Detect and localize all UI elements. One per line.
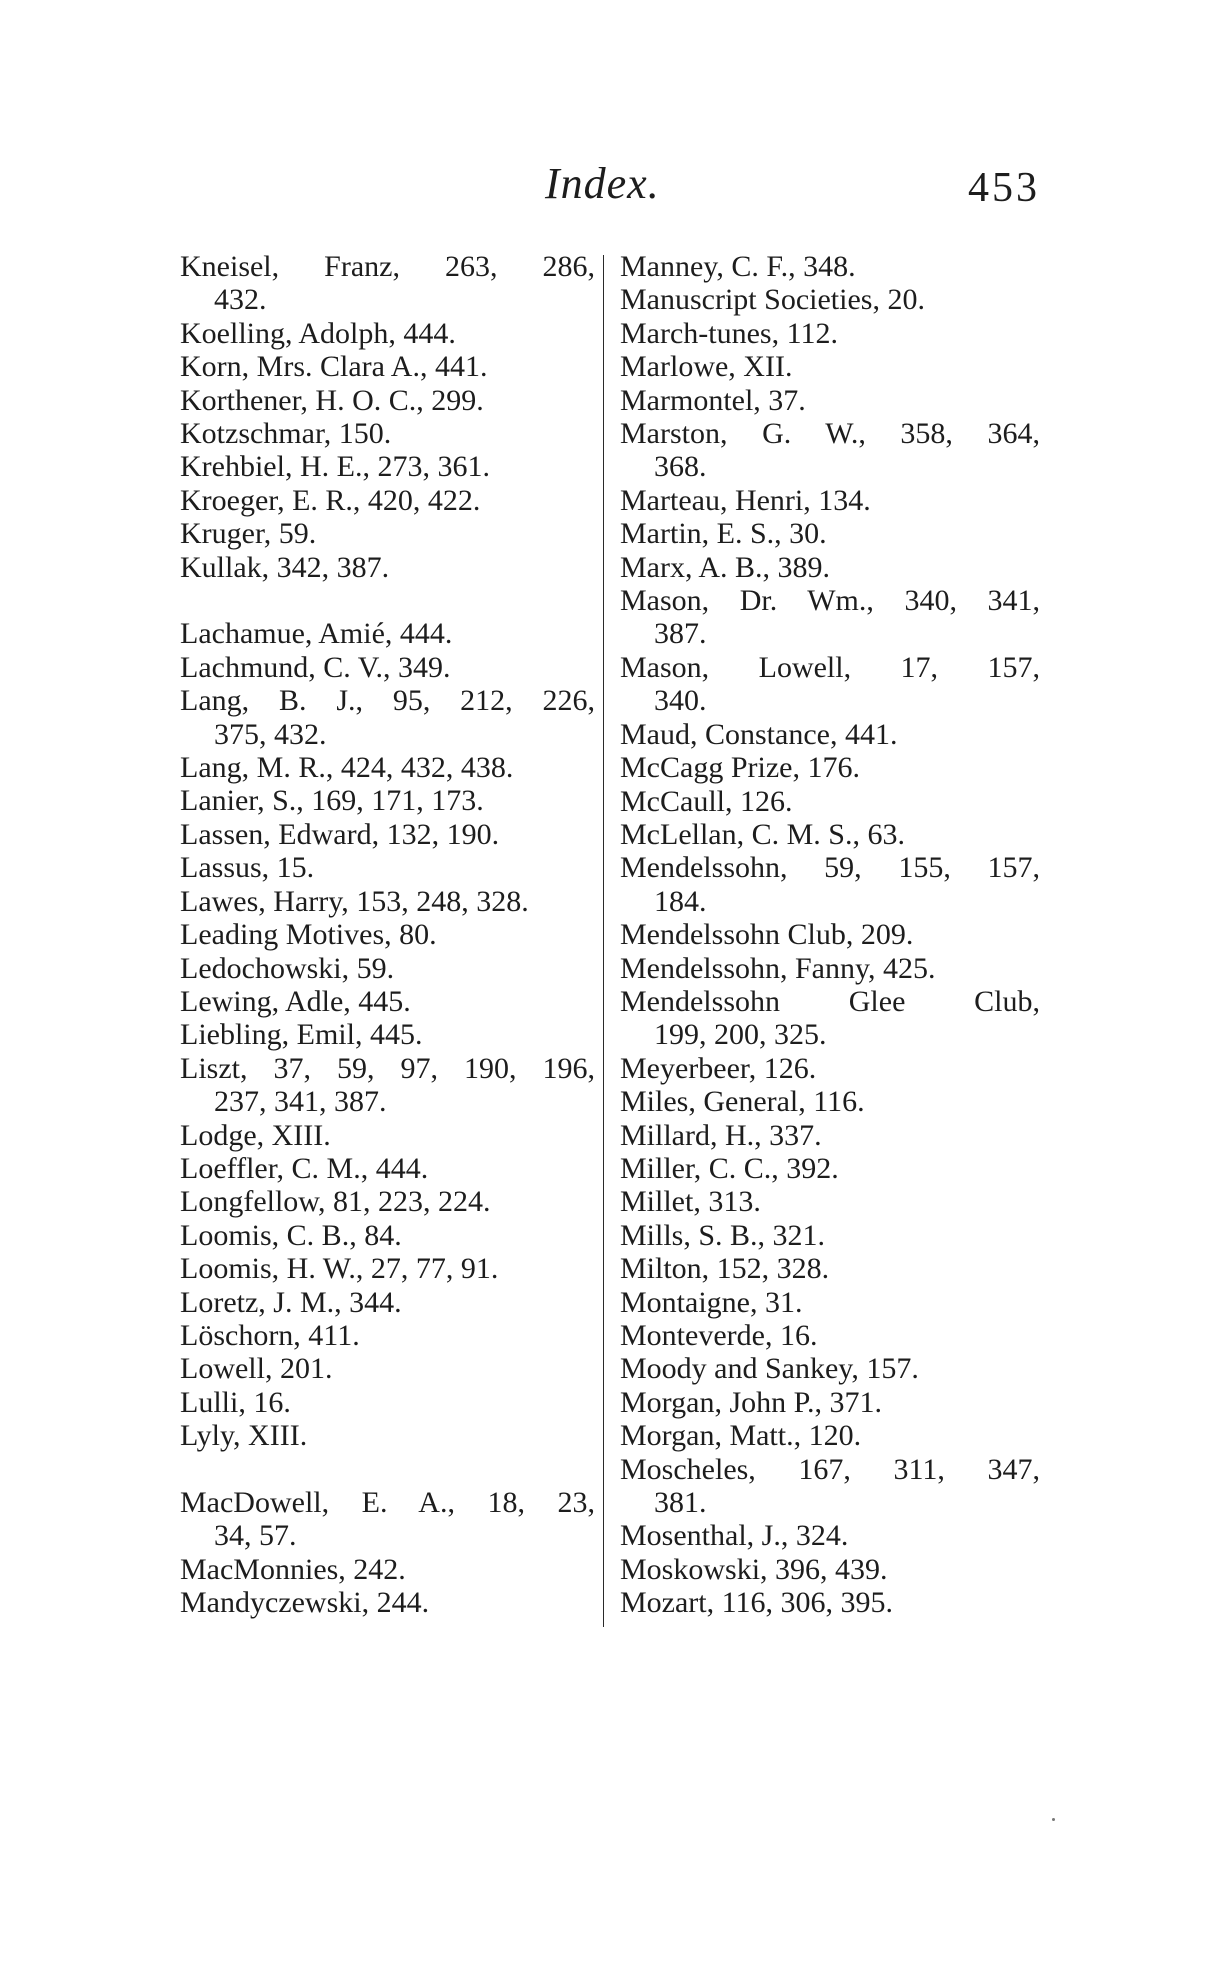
- index-entry: [180, 885, 595, 918]
- index-entry: [180, 317, 595, 350]
- index-entry-text: Millard, H., 337.: [620, 1118, 822, 1152]
- index-entry: [620, 952, 1040, 985]
- index-entry: [180, 1119, 595, 1152]
- index-entry-text: Moscheles, 167, 311, 347,: [620, 1452, 1040, 1486]
- index-entry-text: Lodge, XIII.: [180, 1118, 331, 1152]
- index-entry: [180, 985, 595, 1018]
- index-column-right: [620, 250, 1040, 1620]
- index-entry: [620, 1453, 1040, 1520]
- index-entry-text: Mason, Lowell, 17, 157,: [620, 650, 1040, 684]
- index-entry: [180, 1486, 595, 1553]
- index-entry-text: Korthener, H. O. C., 299.: [180, 383, 484, 417]
- index-entry: [620, 1219, 1040, 1252]
- index-entry-text: Monteverde, 16.: [620, 1319, 818, 1352]
- print-speck: [1052, 1818, 1055, 1821]
- index-entry-text: McCagg Prize, 176.: [620, 751, 860, 785]
- index-entry: [180, 1252, 595, 1285]
- index-entry: [620, 517, 1040, 550]
- index-entry: [620, 551, 1040, 584]
- index-entry: [180, 952, 595, 985]
- index-entry-continuation: 237, 341, 387.: [214, 1085, 387, 1119]
- index-entry-text: Miles, General, 116.: [620, 1085, 865, 1119]
- index-entry: [620, 785, 1040, 818]
- index-entry-text: Ledochowski, 59.: [180, 951, 395, 985]
- index-entry: [620, 1386, 1040, 1419]
- index-entry-text: Meyerbeer, 126.: [620, 1051, 817, 1085]
- index-entry-text: Lassus, 15.: [180, 851, 315, 885]
- index-entry-text: Krehbiel, H. E., 273, 361.: [180, 450, 490, 484]
- index-entry-continuation: 375, 432.: [214, 717, 327, 751]
- index-entry: [180, 1052, 595, 1119]
- index-entry-text: Mendelssohn Club, 209.: [620, 918, 914, 952]
- index-entry: [180, 751, 595, 784]
- index-entry-text: Mason, Dr. Wm., 340, 341,: [620, 584, 1040, 618]
- index-entry-text: Miller, C. C., 392.: [620, 1151, 839, 1185]
- index-entry-text: Lang, B. J., 95, 212, 226,: [180, 684, 595, 718]
- index-entry: [180, 818, 595, 851]
- page-number: 453: [968, 165, 1040, 211]
- index-entry: [620, 1085, 1040, 1118]
- index-entry-continuation: 432.: [214, 283, 267, 317]
- index-entry-text: MacDowell, E. A., 18, 23,: [180, 1486, 595, 1519]
- index-entry-text: Liebling, Emil, 445.: [180, 1018, 423, 1052]
- index-entry-text: Lyly, XIII.: [180, 1419, 308, 1453]
- index-entry-text: Marmontel, 37.: [620, 383, 806, 417]
- index-entry-text: Milton, 152, 328.: [620, 1252, 830, 1286]
- index-entry-text: Mendelssohn Glee Club,: [620, 984, 1040, 1018]
- index-entry: [180, 651, 595, 684]
- index-entry: [620, 1319, 1040, 1352]
- index-entry: [620, 751, 1040, 784]
- index-entry: [180, 1419, 595, 1452]
- index-entry: [620, 1286, 1040, 1319]
- index-entry: [180, 684, 595, 751]
- index-entry-text: Mandyczewski, 244.: [180, 1586, 430, 1620]
- index-entry: [180, 384, 595, 417]
- index-entry-text: Koelling, Adolph, 444.: [180, 316, 456, 350]
- index-entry: [620, 317, 1040, 350]
- index-entry-text: Lassen, Edward, 132, 190.: [180, 817, 500, 851]
- index-entry: [620, 718, 1040, 751]
- index-entry: [180, 784, 595, 817]
- index-entry-text: Lulli, 16.: [180, 1385, 291, 1419]
- index-entry: [180, 851, 595, 884]
- index-entry-text: Lanier, S., 169, 171, 173.: [180, 784, 484, 818]
- index-entry-continuation: 387.: [654, 617, 707, 651]
- index-entry: [620, 985, 1040, 1052]
- index-entry: [620, 1119, 1040, 1152]
- index-entry: [180, 1586, 595, 1619]
- index-entry: [180, 450, 595, 483]
- letter-group-gap: [180, 584, 595, 617]
- index-entry: [620, 350, 1040, 383]
- letter-group-gap: [180, 1453, 595, 1486]
- index-entry: [180, 551, 595, 584]
- index-entry-text: Manuscript Societies, 20.: [620, 283, 925, 317]
- index-entry-text: Lewing, Adle, 445.: [180, 984, 411, 1018]
- index-entry-continuation: 381.: [654, 1486, 707, 1520]
- index-column-left: [180, 250, 595, 1620]
- index-entry-text: Marston, G. W., 358, 364,: [620, 417, 1040, 451]
- index-entry-text: McCaull, 126.: [620, 784, 793, 818]
- index-entry-text: Liszt, 37, 59, 97, 190, 196,: [180, 1051, 595, 1085]
- index-entry-text: Mozart, 116, 306, 395.: [620, 1586, 894, 1620]
- index-entry-text: Marx, A. B., 389.: [620, 550, 830, 584]
- index-entry-text: McLellan, C. M. S., 63.: [620, 817, 905, 851]
- index-entry-text: Morgan, Matt., 120.: [620, 1419, 862, 1453]
- index-entry-text: Loretz, J. M., 344.: [180, 1285, 402, 1319]
- index-entry-text: Löschorn, 411.: [180, 1318, 360, 1352]
- index-entry-text: Korn, Mrs. Clara A., 441.: [180, 350, 488, 384]
- index-entry-text: Mendelssohn, 59, 155, 157,: [620, 851, 1040, 885]
- index-entry: [620, 283, 1040, 316]
- index-entry-text: Lachamue, Amié, 444.: [180, 617, 453, 651]
- index-entry-text: MacMonnies, 242.: [180, 1552, 406, 1586]
- index-entry-text: Kotzschmar, 150.: [180, 417, 392, 451]
- index-entry: [180, 1553, 595, 1586]
- index-entry: [180, 1319, 595, 1352]
- index-entry-text: Montaigne, 31.: [620, 1285, 803, 1319]
- index-entry-text: Mosenthal, J., 324.: [620, 1519, 849, 1553]
- index-entry: [620, 417, 1040, 484]
- running-head: [0, 158, 1205, 218]
- index-entry-text: Millet, 313.: [620, 1185, 761, 1219]
- index-entry: [180, 1219, 595, 1252]
- index-entry-text: Moskowski, 396, 439.: [620, 1552, 888, 1586]
- index-entry: [180, 918, 595, 951]
- index-entry: [180, 350, 595, 383]
- index-entry: [180, 1352, 595, 1385]
- index-entry: [620, 851, 1040, 918]
- index-entry: [620, 1052, 1040, 1085]
- index-entry: [180, 1185, 595, 1218]
- index-entry: [620, 1185, 1040, 1218]
- index-entry-text: Lang, M. R., 424, 432, 438.: [180, 751, 514, 785]
- index-entry: [620, 1586, 1040, 1619]
- index-entry: [180, 484, 595, 517]
- index-entry: [180, 1018, 595, 1051]
- index-entry-text: Kullak, 342, 387.: [180, 550, 390, 584]
- index-entry-text: Kruger, 59.: [180, 517, 317, 551]
- index-entry-text: Marlowe, XII.: [620, 350, 793, 384]
- index-entry-text: Moody and Sankey, 157.: [620, 1352, 919, 1386]
- index-entry-text: Lachmund, C. V., 349.: [180, 650, 451, 684]
- index-entry-text: Mills, S. B., 321.: [620, 1218, 826, 1252]
- index-entry: [180, 1152, 595, 1185]
- column-divider: [603, 255, 604, 1627]
- index-entry-continuation: 340.: [654, 684, 707, 718]
- index-entry-text: Leading Motives, 80.: [180, 918, 437, 952]
- index-entry: [180, 417, 595, 450]
- index-entry: [620, 1519, 1040, 1552]
- index-entry-text: Loomis, H. W., 27, 77, 91.: [180, 1252, 499, 1286]
- index-entry: [620, 584, 1040, 651]
- index-entry: [620, 651, 1040, 718]
- index-entry-text: Lawes, Harry, 153, 248, 328.: [180, 884, 529, 918]
- index-entry: [620, 1152, 1040, 1185]
- index-entry-text: Martin, E. S., 30.: [620, 517, 827, 551]
- index-entry: [620, 484, 1040, 517]
- index-entry: [180, 250, 595, 317]
- index-entry-continuation: 199, 200, 325.: [654, 1018, 827, 1052]
- index-entry-text: Lowell, 201.: [180, 1352, 333, 1386]
- index-entry-continuation: 34, 57.: [214, 1519, 297, 1553]
- index-entry-text: Maud, Constance, 441.: [620, 717, 898, 751]
- index-entry-continuation: 368.: [654, 450, 707, 484]
- index-entry: [620, 1352, 1040, 1385]
- index-entry-text: Manney, C. F., 348.: [620, 250, 856, 283]
- index-entry-text: Kneisel, Franz, 263, 286,: [180, 250, 595, 283]
- index-entry-text: Marteau, Henri, 134.: [620, 483, 871, 517]
- page-title: Index.: [545, 159, 660, 208]
- index-entry-text: Mendelssohn, Fanny, 425.: [620, 951, 936, 985]
- index-entry-text: Kroeger, E. R., 420, 422.: [180, 483, 481, 517]
- index-entry: [620, 250, 1040, 283]
- index-entry-text: Loomis, C. B., 84.: [180, 1218, 402, 1252]
- index-entry: [180, 1286, 595, 1319]
- index-entry-text: Morgan, John P., 371.: [620, 1385, 882, 1419]
- index-entry: [180, 517, 595, 550]
- index-entry-continuation: 184.: [654, 884, 707, 918]
- index-entry: [180, 617, 595, 650]
- index-entry: [620, 918, 1040, 951]
- index-entry: [180, 1386, 595, 1419]
- index-entry-text: Longfellow, 81, 223, 224.: [180, 1185, 491, 1219]
- index-entry-text: Loeffler, C. M., 444.: [180, 1151, 429, 1185]
- index-entry-text: March-tunes, 112.: [620, 316, 838, 350]
- index-entry: [620, 818, 1040, 851]
- index-entry: [620, 1553, 1040, 1586]
- index-entry: [620, 1419, 1040, 1452]
- index-entry: [620, 384, 1040, 417]
- index-entry: [620, 1252, 1040, 1285]
